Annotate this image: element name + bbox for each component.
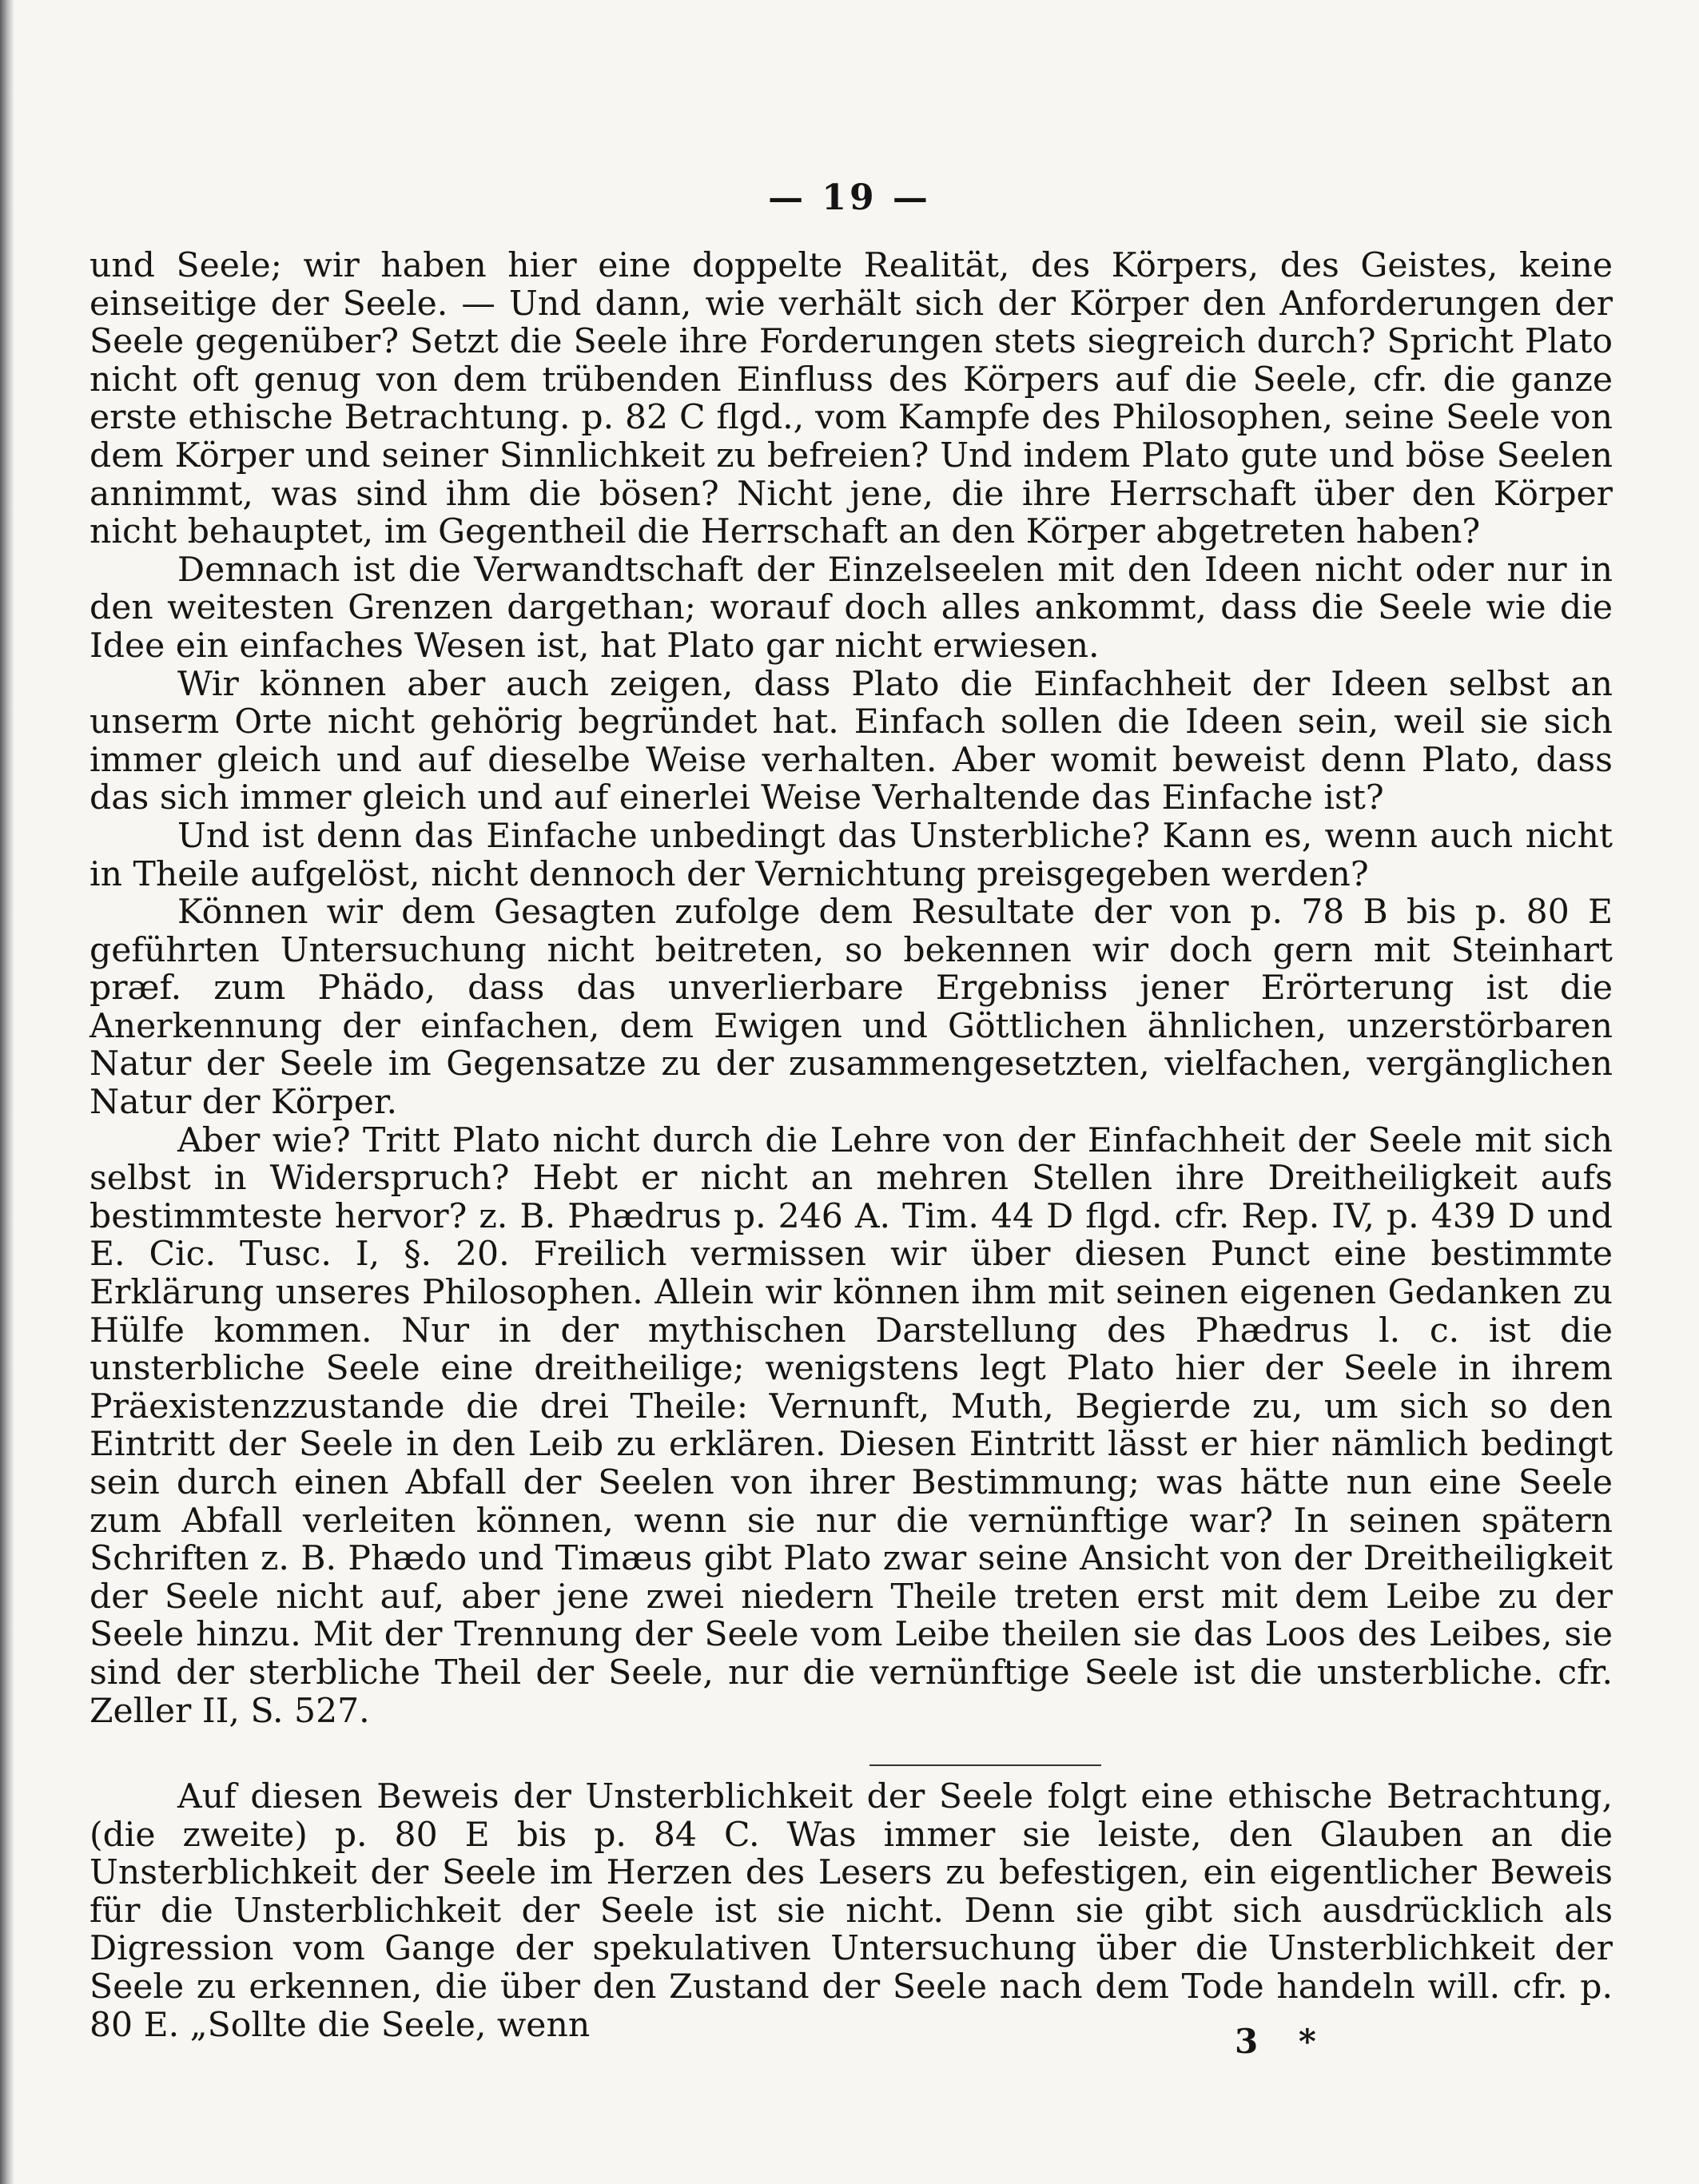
paragraph: Können wir dem Gesagten zufolge dem Resultate der von p. 78 B bis p. 80 E geführten Untersuchung nicht beitreten, so bekennen wir doch gern mit Steinhart præf. zum Phädo, dass das unverlierbare Ergebniss jener Erörterung ist die Anerkennung der einfachen, dem Ewigen und Göttlichen ähnlichen, unzerstörbaren Natur der Seele im Gegensatze zu der zusammengesetzten, vielfachen, vergänglichen Natur der Körper. <box>90 893 1613 1123</box>
page-number: — 19 — <box>768 177 931 218</box>
signature-mark: 3 * <box>1235 2022 1331 2061</box>
main-text-section-one <box>90 247 1613 1730</box>
paragraph: Und ist denn das Einfache unbedingt das Unsterbliche? Kann es, wenn auch nicht in Theile aufgelöst, nicht dennoch der Vernichtung preisgegeben werden? <box>90 816 1613 894</box>
paragraph: Auf diesen Beweis der Unsterblichkeit der Seele folgt eine ethische Betrachtung, (die zweite) p. 80 E bis p. 84 C. Was immer sie leiste, den Glauben an die Unsterblichkeit der Seele im Herzen des Lesers zu befestigen, ein eigentlicher Beweis für die Unsterblichkeit der Seele ist sie nicht. Denn sie gibt sich ausdrücklich als Digression vom Gange der spekulativen Untersuchung über die Unsterblichkeit der Seele zu erkennen, die über den Zustand der Seele nach dem Tode handeln will. cfr. p. 80 E. „Sollte die Seele, wenn <box>90 1777 1613 2045</box>
section-separator-rule <box>869 1764 1101 1766</box>
paragraph-continued: und Seele; wir haben hier eine doppelte Realität, des Körpers, des Geistes, keine einseitige der Seele. — Und dann, wie verhält sich der Körper den Anforderungen der Seele gegenüber? Setzt die Seele ihre Forderungen stets siegreich durch? Spricht Plato nicht oft genug von dem trübenden Einfluss des Körpers auf die Seele, cfr. die ganze erste ethische Betrachtung. p. 82 C flgd., vom Kampfe des Philosophen, seine Seele von dem Körper und seiner Sinnlichkeit zu befreien? Und indem Plato gute und böse Seelen annimmt, was sind ihm die bösen? Nicht jene, die ihre Herrschaft über den Körper nicht behauptet, im Gegentheil die Herrschaft an den Körper abgetreten haben? <box>90 246 1613 552</box>
paragraph: Wir können aber auch zeigen, dass Plato die Einfachheit der Ideen selbst an unserm Orte nicht gehörig begründet hat. Einfach sollen die Ideen sein, weil sie sich immer gleich und auf dieselbe Weise verhalten. Aber womit beweist denn Plato, dass das sich immer gleich und auf einerlei Weise Verhaltende das Einfache ist? <box>90 664 1613 818</box>
paragraph: Demnach ist die Verwandtschaft der Einzelseelen mit den Ideen nicht oder nur in den weitesten Grenzen dargethan; worauf doch alles ankommt, dass die Seele wie die Idee ein einfaches Wesen ist, hat Plato gar nicht erwiesen. <box>90 550 1613 666</box>
main-text-section-two <box>90 1778 1613 2044</box>
paragraph: Aber wie? Tritt Plato nicht durch die Lehre von der Einfachheit der Seele mit sich selbst in Widerspruch? Hebt er nicht an mehren Stellen ihre Dreitheiligkeit aufs bestimmteste hervor? z. B. Phædrus p. 246 A. Tim. 44 D flgd. cfr. Rep. IV, p. 439 D und E. Cic. Tusc. I, §. 20. Freilich vermissen wir über diesen Punct eine bestimmte Erklärung unseres Philosophen. Allein wir können ihm mit seinen eigenen Gedanken zu Hülfe kommen. Nur in der mythischen Darstellung des Phædrus l. c. ist die unsterbliche Seele eine dreitheilige; wenigstens legt Plato hier der Seele in ihrem Präexistenzzustande die drei Theile: Vernunft, Muth, Begierde zu, um sich so den Eintritt der Seele in den Leib zu erklären. Diesen Eintritt lässt er hier nämlich bedingt sein durch einen Abfall der Seelen von ihrer Bestimmung; was hätte nun eine Seele zum Abfall verleiten können, wenn sie nur die vernünftige war? In seinen spätern Schriften z. B. Phædo und Timæus gibt Plato zwar seine Ansicht von der Dreitheiligkeit der Seele nicht auf, aber jene zwei niedern Theile treten erst mit dem Leibe zu der Seele hinzu. Mit der Trennung der Seele vom Leibe theilen sie das Loos des Leibes, sie sind der sterbliche Theil der Seele, nur die vernünftige Seele ist die unsterbliche. cfr. Zeller II, S. 527. <box>90 1120 1613 1731</box>
page-binding-edge <box>0 0 14 2184</box>
